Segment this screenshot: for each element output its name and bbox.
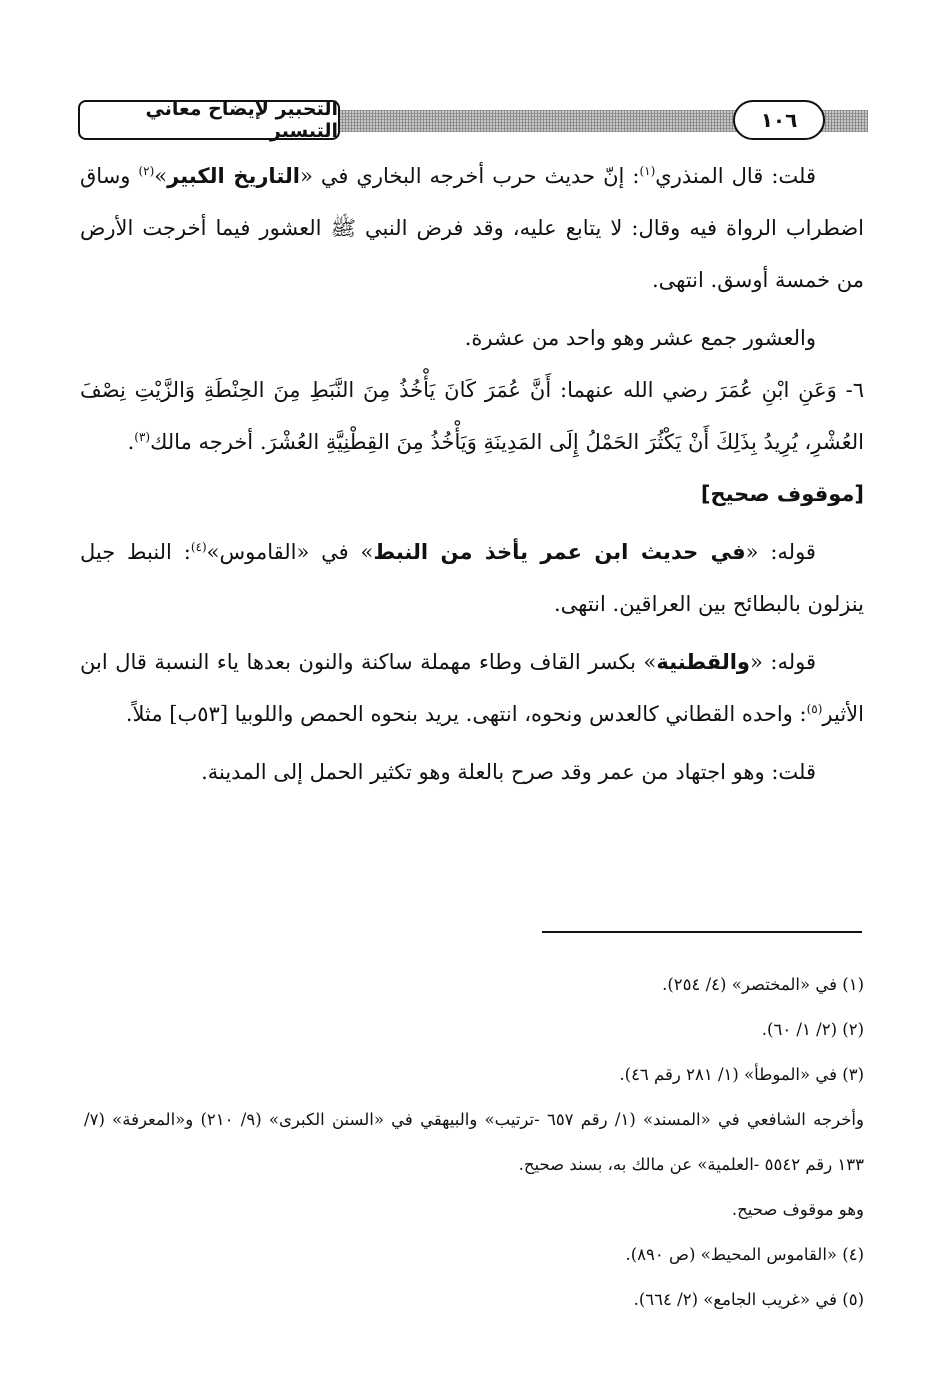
footnote-separator: [542, 931, 862, 933]
footnote-3-continuation: وأخرجه الشافعي في «المسند» (١/ رقم ٦٥٧ -ترتيب» والبيهقي في «السنن الكبرى» (٩/ ٢١٠) و«المعرفة» (٧/ ١٣٣ رقم ٥٥٤٢ -العلمية» عن مالك به، بسند صحيح.: [84, 1110, 864, 1174]
footnote-1: (١) في «المختصر» (٤/ ٢٥٤).: [662, 975, 864, 994]
hadith-grade: [موقوف صحيح]: [700, 482, 864, 506]
footnote-3: (٣) في «الموطأ» (١/ ٢٨١ رقم ٤٦).: [619, 1065, 864, 1084]
text-run: : النبط جيل ينزلون بالبطائح بين العراقين. انتهى.: [80, 540, 864, 616]
text-run: : إنّ حديث حرب أخرجه البخاري في «: [299, 164, 640, 188]
footnote-ref-5: (٥): [806, 702, 823, 716]
footnote-ref-3: (٣): [134, 430, 151, 444]
footnote-ref-2: (٢): [138, 164, 155, 178]
paragraph-conclusion: قلت: وهو اجتهاد من عمر وقد صرح بالعلة وهو تكثير الحمل إلى المدينة.: [201, 760, 816, 784]
main-text: [80, 150, 864, 798]
quoted-phrase-bold: في حديث ابن عمر يأخذ من النبط: [373, 540, 746, 564]
paragraph-nabat-explanation: [80, 526, 864, 630]
text-run: » بكسر القاف وطاء مهملة ساكنة والنون بعدها ياء النسبة قال ابن الأثير: [80, 650, 864, 726]
footnote-2: (٢) (٢/ ١/ ٦٠).: [761, 1020, 864, 1039]
text-run: : واحده القطاني كالعدس ونحوه، انتهى. يريد بنحوه الحمص واللوبيا [٥٣ب] مثلاً.: [125, 702, 807, 726]
book-title: التحبير لإيضاح معاني التيسير: [145, 98, 338, 142]
text-run: .: [127, 430, 135, 454]
text-run: » في «القاموس»: [206, 540, 374, 564]
footnote-ref-1: (١): [639, 164, 656, 178]
text-run: قلت: قال المنذري: [655, 164, 817, 188]
footnote-4: (٤) «القاموس المحيط» (ص ٨٩٠).: [625, 1245, 864, 1264]
paragraph-ushur-definition: والعشور جمع عشر وهو واحد من عشرة.: [464, 326, 816, 350]
hadith-six: [80, 364, 864, 468]
header-title-box: [78, 100, 340, 140]
book-name-bold: التاريخ الكبير: [167, 164, 300, 188]
text-run: وساق اضطراب الرواة فيه وقال: لا يتابع عليه، وقد فرض النبي ﷺ العشور فيما أخرجت الأرض من خمسة أوسق. انتهى.: [80, 164, 864, 292]
text-run: قوله: «: [749, 650, 816, 674]
text-run: قوله: «: [745, 540, 816, 564]
page-number-box: [733, 100, 825, 140]
text-run: »: [154, 164, 168, 188]
footnote-5: (٥) في «غريب الجامع» (٢/ ٦٦٤).: [633, 1290, 864, 1309]
footnote-3-grade: وهو موقوف صحيح.: [731, 1200, 864, 1219]
footnote-ref-4: (٤): [190, 540, 207, 554]
paragraph-qitniyya-explanation: [80, 636, 864, 740]
hadith-text: ٦- وَعَنِ ابْنِ عُمَرَ رضي الله عنهما: أَنَّ عُمَرَ كَانَ يَأْخُذُ مِنَ النَّبَطِ مِنَ الحِنْطَةِ وَالزَّيْتِ نِصْفَ العُشْرِ، يُرِيدُ بِذَلِكَ أَنْ يَكْثُرَ الحَمْلُ إِلَى المَدِينَةِ وَيَأْخُذُ مِنَ القِطْنِيَّةِ العُشْرَ. أخرجه مالك: [80, 378, 864, 454]
paragraph-mundhiri-quote: [80, 150, 864, 306]
running-header: [78, 96, 868, 148]
page-number: ١٠٦: [760, 108, 798, 132]
footnotes: [84, 962, 864, 1322]
quoted-word-bold: والقطنية: [656, 650, 750, 674]
